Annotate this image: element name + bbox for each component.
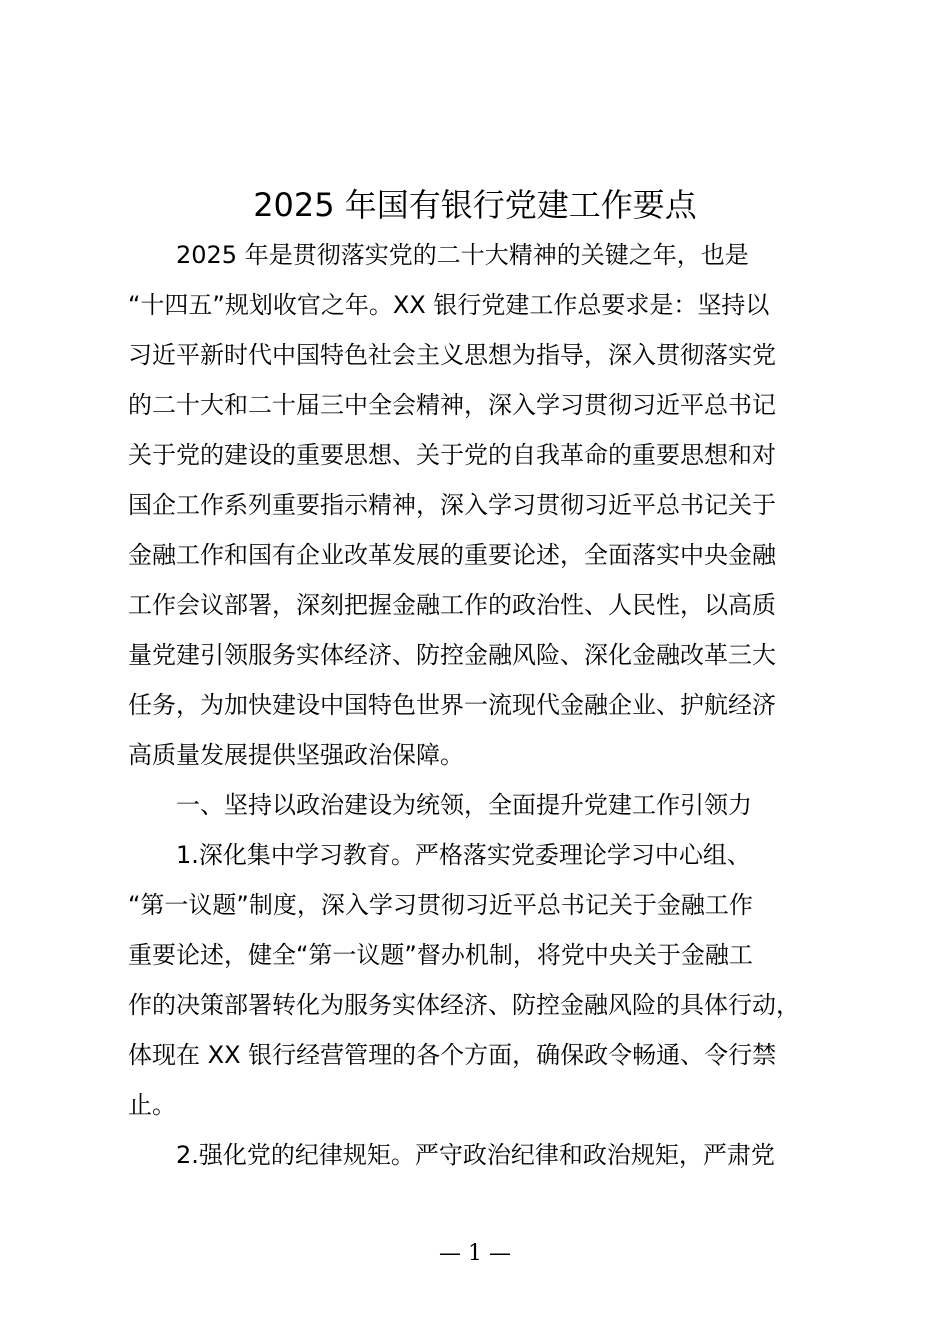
body-line: 体现在 XX 银行经营管理的各个方面，确保政令畅通、令行禁 bbox=[128, 1041, 777, 1069]
body-line: 关于党的建设的重要思想、关于党的自我革命的重要思想和对 bbox=[128, 441, 776, 469]
section-heading: 一、坚持以政治建设为统领，全面提升党建工作引领力 bbox=[176, 791, 752, 819]
body-line: 1.深化集中学习教育。严格落实党委理论学习中心组、 bbox=[176, 841, 751, 869]
body-line: 2.强化党的纪律规矩。严守政治纪律和政治规矩，严肃党 bbox=[176, 1141, 775, 1169]
body-line: 2025 年是贯彻落实党的二十大精神的关键之年，也是 bbox=[176, 241, 749, 269]
body-line: 工作会议部署，深刻把握金融工作的政治性、人民性，以高质 bbox=[128, 591, 776, 619]
body-line: 国企工作系列重要指示精神，深入学习贯彻习近平总书记关于 bbox=[128, 491, 776, 519]
body-line: 的二十大和二十届三中全会精神，深入学习贯彻习近平总书记 bbox=[128, 391, 776, 419]
body-line: “第一议题”制度，深入学习贯彻习近平总书记关于金融工作 bbox=[128, 891, 753, 919]
body-line: 金融工作和国有企业改革发展的重要论述，全面落实中央金融 bbox=[128, 541, 776, 569]
page-number: — 1 — bbox=[439, 1241, 511, 1266]
document-title: 2025 年国有银行党建工作要点 bbox=[253, 186, 697, 224]
body-line: 作的决策部署转化为服务实体经济、防控金融风险的具体行动， bbox=[128, 991, 800, 1019]
body-line: 习近平新时代中国特色社会主义思想为指导，深入贯彻落实党 bbox=[128, 341, 776, 369]
body-line: 重要论述，健全“第一议题”督办机制，将党中央关于金融工 bbox=[128, 941, 753, 969]
body-line: 止。 bbox=[128, 1091, 176, 1119]
body-line: 任务，为加快建设中国特色世界一流现代金融企业、护航经济 bbox=[128, 691, 776, 719]
body-line: 量党建引领服务实体经济、防控金融风险、深化金融改革三大 bbox=[128, 641, 776, 669]
body-line: 高质量发展提供坚强政治保障。 bbox=[128, 741, 464, 769]
body-line: “十四五”规划收官之年。XX 银行党建工作总要求是：坚持以 bbox=[128, 291, 770, 319]
